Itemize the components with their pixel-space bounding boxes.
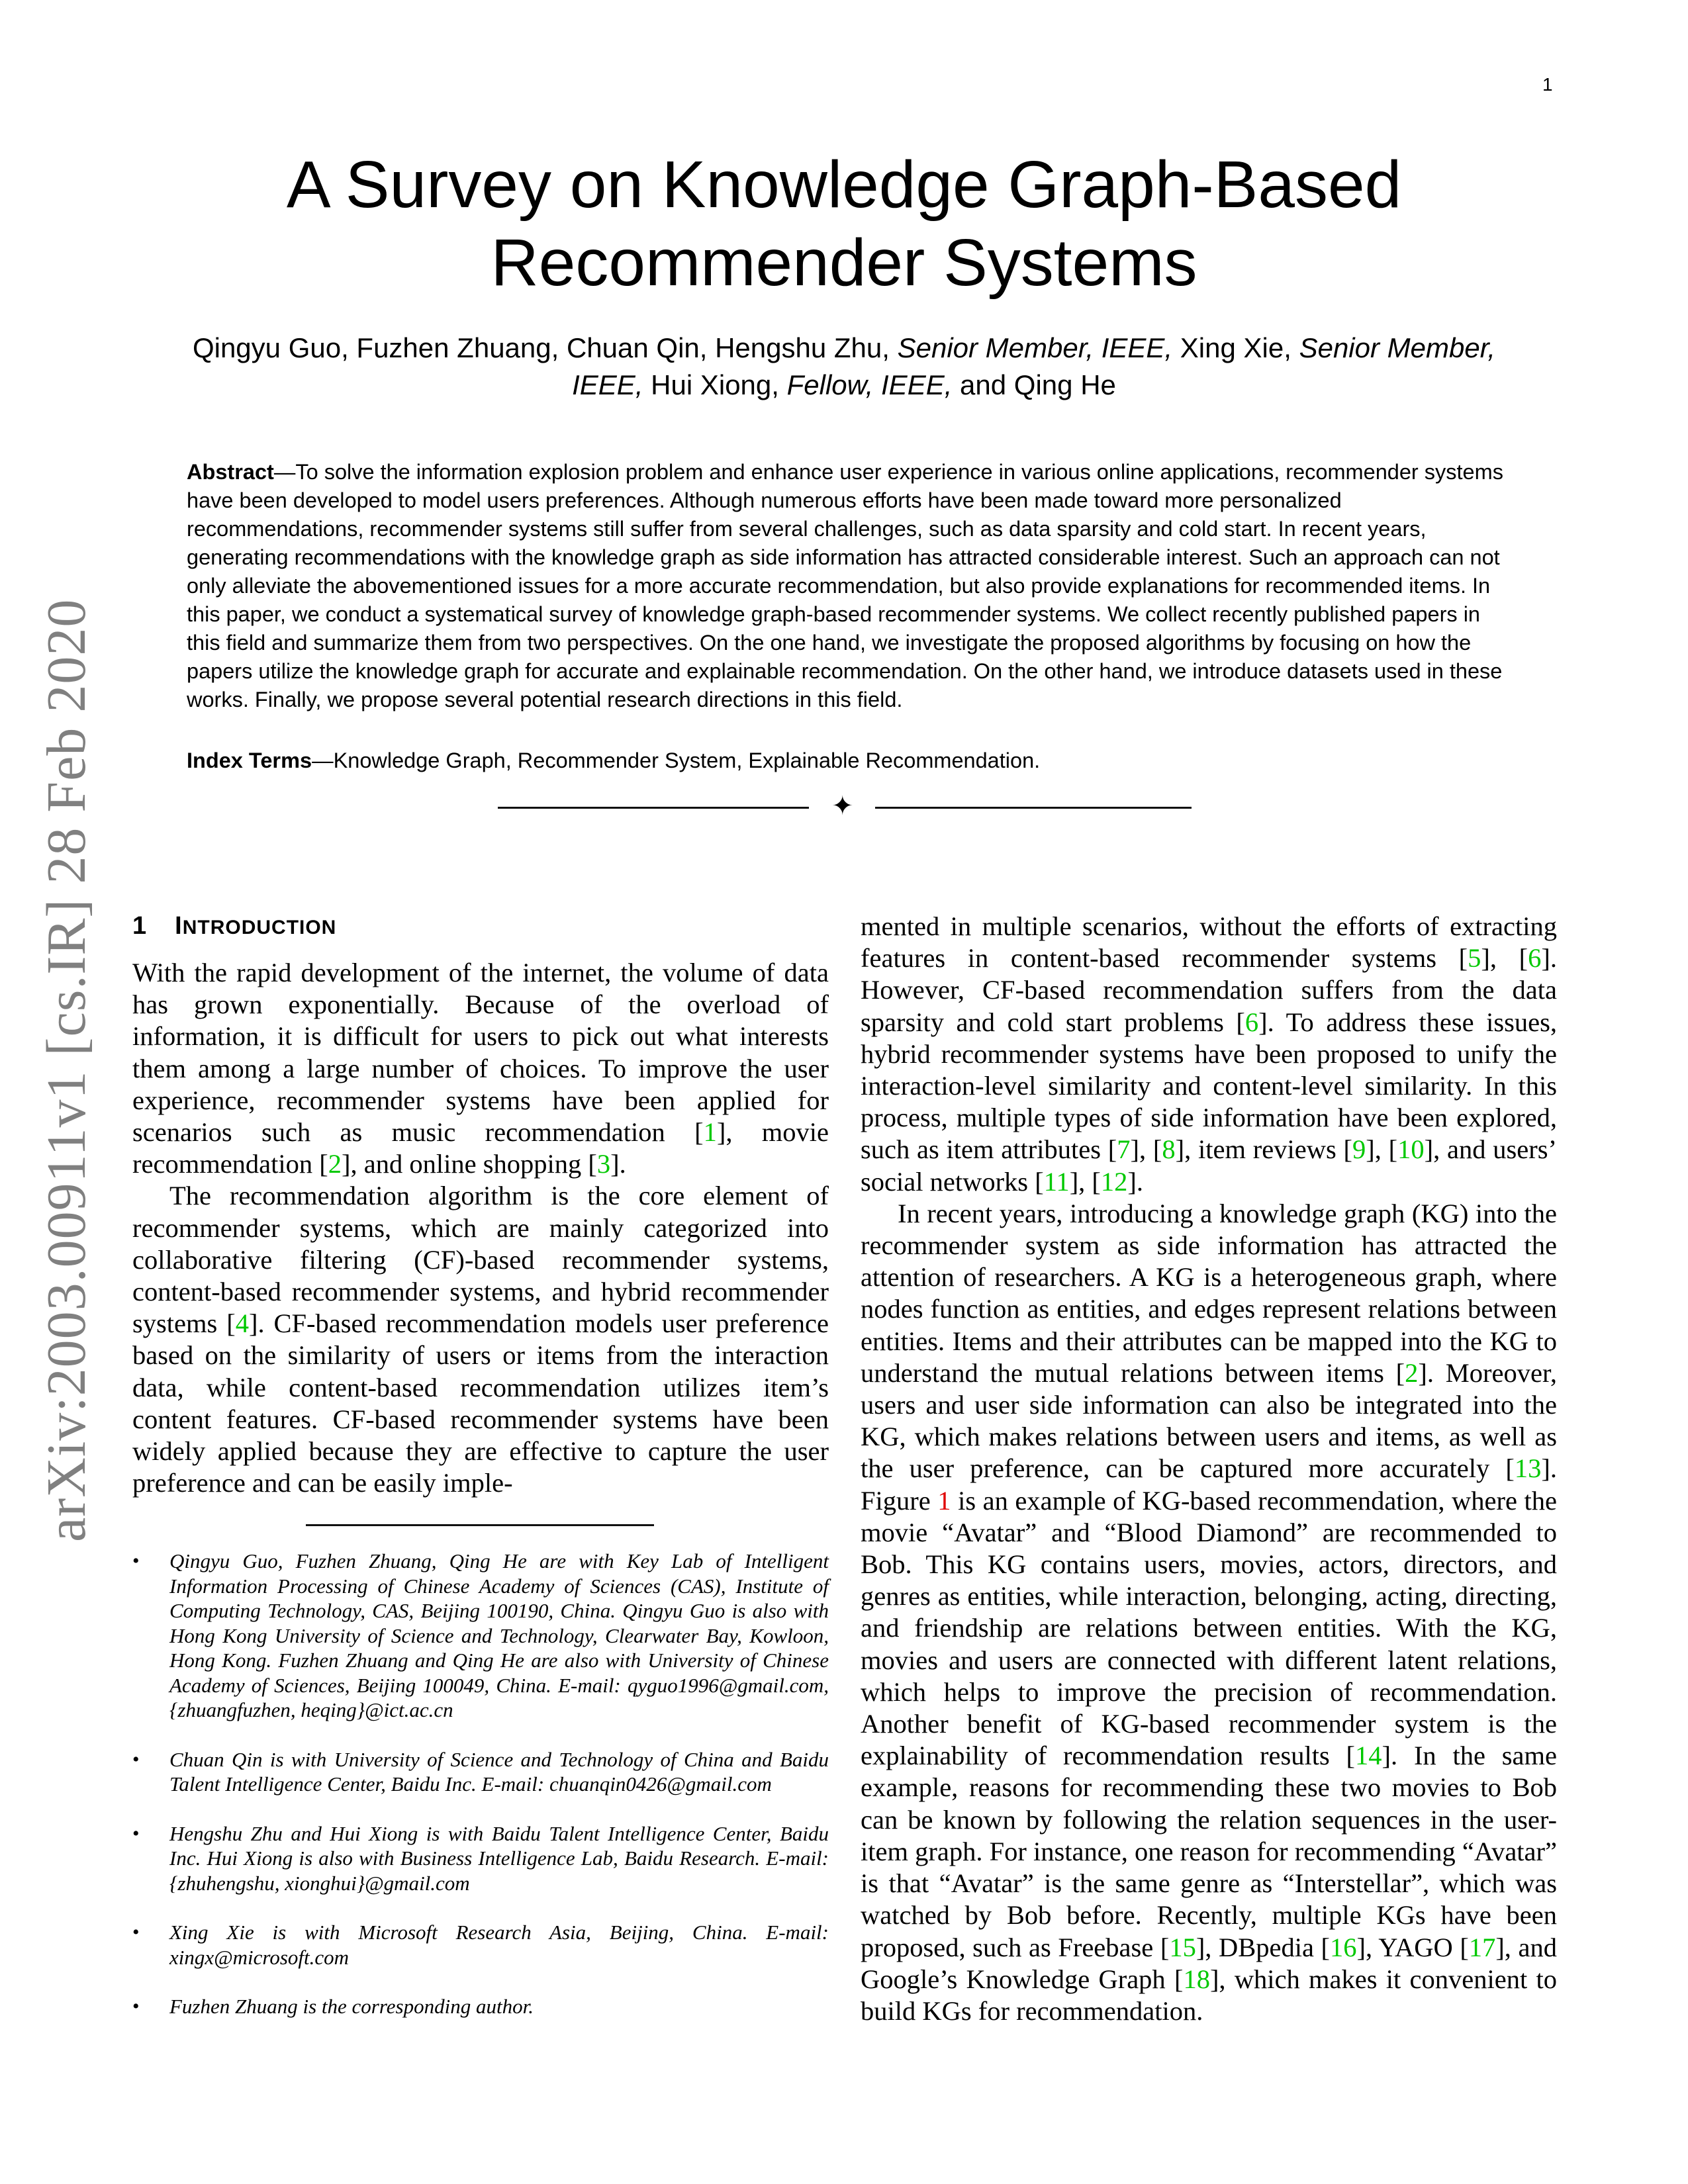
right-column: [861, 911, 1557, 2027]
bullet-icon: •: [132, 1822, 140, 1844]
citation-link[interactable]: 6: [1528, 943, 1542, 974]
authors-part-4: and Qing He: [952, 369, 1116, 400]
section-heading-introduction: [132, 912, 336, 940]
citation-link[interactable]: 2: [328, 1149, 342, 1179]
citation-link[interactable]: 11: [1043, 1166, 1070, 1197]
bullet-icon: •: [132, 1995, 140, 2017]
title-line-1: A Survey on Knowledge Graph-Based: [286, 148, 1402, 222]
arxiv-identifier-stamp[interactable]: arXiv:2003.00911v1 [cs.IR] 28 Feb 2020: [36, 598, 97, 1542]
citation-link[interactable]: 5: [1468, 943, 1481, 974]
page-number: 1: [1542, 74, 1553, 95]
paragraph: With the rapid development of the internet, the volume of data has grown exponentially. Because of the overload of information, it is difficult for users to pick out what interests them among a large number of choices. To improve the user experience, recommender systems have been applied for scenarios such as music recommendation [1], movie recommendation [2], and online shopping [3].: [132, 958, 829, 1179]
footnote-text: Fuzhen Zhuang is the corresponding author.: [169, 1995, 534, 2018]
index-terms-text: Knowledge Graph, Recommender System, Explainable Recommendation.: [333, 749, 1041, 772]
author-footnotes: [132, 1549, 829, 2044]
citation-link[interactable]: 6: [1244, 1007, 1259, 1037]
citation-link[interactable]: 10: [1397, 1134, 1425, 1165]
bullet-icon: •: [132, 1921, 140, 1943]
index-terms-label: Index Terms: [187, 749, 312, 772]
authors-part-3: Hui Xiong,: [643, 369, 787, 400]
author-list: [165, 330, 1523, 404]
bullet-icon: •: [132, 1748, 140, 1770]
citation-link[interactable]: 15: [1169, 1932, 1196, 1962]
paragraph: The recommendation algorithm is the core element of recommender systems, which are mainly categorized into collaborative filtering (CF)-based recommender systems, content-based recommender systems, and hybrid recommender systems [4]. CF-based recommendation models user preference based on the similarity of users or items from the interaction data, while content-based recommendation utilizes item’s content features. CF-based recommender systems have been widely applied because they are effective to capture the user preference and can be easily imple-: [132, 1181, 829, 1498]
citation-link[interactable]: 3: [596, 1149, 611, 1179]
footnote-text: Hengshu Zhu and Hui Xiong is with Baidu Talent Intelligence Center, Baidu Inc. Hui Xiong is also with Business Intelligence Lab, Baidu Research. E-mail: {zhuhengshu, xionghui}@gmail.com: [169, 1821, 829, 1895]
citation-link[interactable]: 18: [1183, 1964, 1210, 1994]
section-title-rest: NTRODUCTION: [182, 917, 337, 938]
authors-part-2: Xing Xie,: [1172, 332, 1299, 363]
footnote-text: Xing Xie is with Microsoft Research Asia, Beijing, China. E-mail: xingx@microsoft.com: [169, 1921, 829, 1969]
author-role: Fellow, IEEE,: [786, 369, 953, 400]
abstract-text: To solve the information explosion problem and enhance user experience in various online applications, recommender systems have been developed to model users preferences. Although numerous efforts have been made toward more personalized recommendations, recommender systems still suffer from several challenges, such as data sparsity and cold start. In recent years, generating recommendations with the knowledge graph as side information has attracted considerable interest. Such an approach can not only alleviate the abovementioned issues for a more accurate recommendation, but also provide explanations for recommended items. In this paper, we conduct a systematical survey of knowledge graph-based recommender systems. We collect recently published papers in this field and summarize them from two perspectives. On the one hand, we investigate the proposed algorithms by focusing on how the papers utilize the knowledge graph for accurate and explainable recommendation. On the other hand, we introduce datasets used in these works. Finally, we propose several potential research directions in this field.: [187, 460, 1503, 711]
citation-link[interactable]: 9: [1352, 1134, 1366, 1165]
abstract: [187, 458, 1504, 714]
citation-link[interactable]: 17: [1468, 1932, 1496, 1962]
author-role: Senior Member, IEEE,: [572, 332, 1496, 400]
footnote-separator: [306, 1524, 654, 1526]
paragraph: mented in multiple scenarios, without the efforts of extracting features in content-based recommender systems [5], [6]. However, CF-based recommendation suffers from the data sparsity and cold start problems [6]. To address these issues, hybrid recommender systems have been proposed to unify the interaction-level similarity and content-level similarity. In this process, multiple types of side information have been explored, such as item attributes [7], [8], item reviews [9], [10], and users’ social networks [11], [12].: [861, 911, 1557, 1197]
section-title-initial: I: [175, 912, 183, 940]
citation-link[interactable]: 8: [1162, 1134, 1176, 1165]
footnote-item: [132, 1920, 829, 1970]
footnote-item: [132, 1747, 829, 1797]
divider-rule-left: [498, 807, 809, 809]
citation-link[interactable]: 13: [1514, 1453, 1542, 1484]
paper-title: [0, 146, 1688, 302]
footnote-item: [132, 1549, 829, 1723]
citation-link[interactable]: 2: [1405, 1357, 1419, 1388]
left-column: [132, 957, 829, 1499]
divider-rule-right: [875, 807, 1192, 809]
citation-link[interactable]: 14: [1355, 1741, 1382, 1771]
footnote-text: Chuan Qin is with University of Science and Technology of China and Baidu Talent Intelligence Center, Baidu Inc. E-mail: chuanqin0426@gmail.com: [169, 1747, 829, 1796]
footnote-item: [132, 1994, 829, 2019]
diamond-icon: ✦: [831, 791, 854, 821]
citation-link[interactable]: 1: [703, 1117, 717, 1148]
abstract-dash: —: [273, 460, 296, 484]
index-terms-dash: —: [312, 749, 334, 772]
citation-link[interactable]: 16: [1330, 1932, 1357, 1962]
title-line-2: Recommender Systems: [491, 226, 1197, 300]
paragraph: In recent years, introducing a knowledge graph (KG) into the recommender system as side information has attracted the attention of researchers. A KG is a heterogeneous graph, where nodes function as entities, and edges represent relations between entities. Items and their attributes can be mapped into the KG to understand the mutual relations between items [2]. Moreover, users and user side information can also be integrated into the KG, which makes relations between users and items, as well as the user preference, can be captured more accurately [13]. Figure 1 is an example of KG-based recommendation, where the movie “Avatar” and “Blood Diamond” are recommended to Bob. This KG contains users, movies, actors, directors, and genres as entities, while interaction, belonging, acting, directing, and friendship are relations between entities. With the KG, movies and users are connected with different latent relations, which helps to improve the precision of recommendation. Another benefit of KG-based recommender system is the explainability of recommendation results [14]. In the same example, reasons for recommending these two movies to Bob can be known by following the relation sequences in the user-item graph. For instance, one reason for recommending “Avatar” is that “Avatar” is the same genre as “Interstellar”, which was watched by Bob before. Recently, multiple KGs have been proposed, such as Freebase [15], DBpedia [16], YAGO [17], and Google’s Knowledge Graph [18], which makes it convenient to build KGs for recommendation.: [861, 1198, 1557, 2026]
footnote-text: Qingyu Guo, Fuzhen Zhuang, Qing He are with Key Lab of Intelligent Information Processing of Chinese Academy of Sciences (CAS), Institute of Computing Technology, CAS, Beijing 100190, China. Qingyu Guo is also with Hong Kong University of Science and Technology, Clearwater Bay, Kowloon, Hong Kong. Fuzhen Zhuang and Qing He are also with University of Chinese Academy of Sciences, Beijing 100049, China. E-mail: qyguo1996@gmail.com, {zhuangfuzhen, heqing}@ict.ac.cn: [169, 1549, 829, 1721]
abstract-label: Abstract: [187, 460, 274, 484]
figure-reference-link[interactable]: 1: [937, 1485, 951, 1516]
index-terms: [187, 747, 1504, 775]
author-role: Senior Member, IEEE,: [897, 332, 1173, 363]
bullet-icon: •: [132, 1550, 140, 1572]
citation-link[interactable]: 7: [1117, 1134, 1131, 1165]
citation-link[interactable]: 4: [235, 1308, 249, 1339]
citation-link[interactable]: 12: [1100, 1166, 1128, 1197]
section-divider: [498, 791, 1192, 821]
authors-part-1: Qingyu Guo, Fuzhen Zhuang, Chuan Qin, Hengshu Zhu,: [192, 332, 898, 363]
section-number: 1: [132, 912, 148, 940]
footnote-item: [132, 1821, 829, 1896]
